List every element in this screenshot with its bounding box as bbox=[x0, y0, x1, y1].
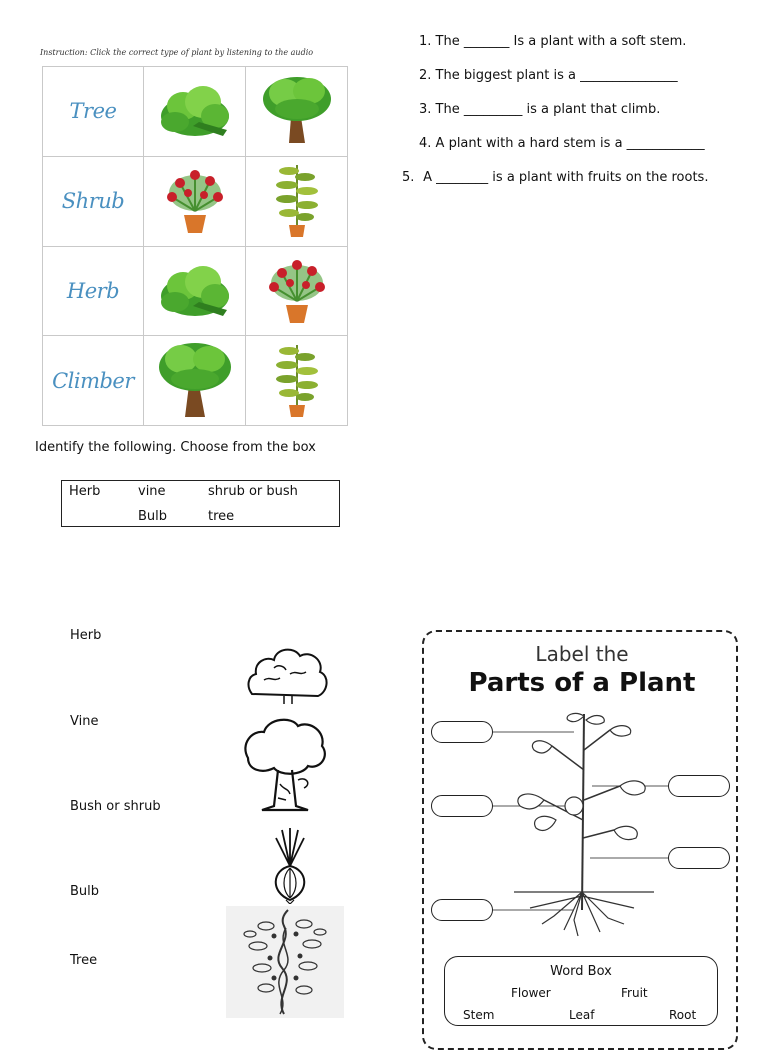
tree-icon bbox=[255, 73, 339, 145]
plant-list-item: Bush or shrub bbox=[70, 799, 161, 814]
lettuce-icon bbox=[153, 76, 237, 142]
word-box bbox=[444, 956, 718, 1026]
bulb-onion-icon bbox=[268, 826, 312, 904]
tree-picture-cell[interactable] bbox=[144, 336, 246, 426]
question-item: 3. The _________ is a plant that climb. bbox=[419, 102, 661, 117]
tree-icon bbox=[153, 339, 237, 419]
word-box-word: Fruit bbox=[621, 986, 648, 1000]
tree-picture-cell[interactable] bbox=[246, 67, 348, 157]
word-choice: vine bbox=[138, 484, 166, 499]
vine-picture-frame bbox=[226, 906, 344, 1018]
table-row bbox=[43, 67, 348, 157]
word-choice: Herb bbox=[69, 484, 101, 499]
word-box-title: Word Box bbox=[550, 964, 612, 979]
word-cell: Shrub bbox=[43, 156, 144, 246]
word-box-word: Leaf bbox=[569, 1008, 595, 1022]
vine-outline-icon bbox=[226, 906, 344, 1018]
word-choice-box bbox=[61, 480, 340, 527]
word-cell: Herb bbox=[43, 246, 144, 336]
label-the-heading: Label the bbox=[535, 642, 629, 666]
rose-bush-picture-cell[interactable] bbox=[246, 246, 348, 336]
tree-outline-icon bbox=[240, 714, 330, 814]
question-item: 2. The biggest plant is a _______________ bbox=[419, 68, 678, 83]
parts-of-plant-title: Parts of a Plant bbox=[468, 668, 696, 698]
word-cell: Climber bbox=[43, 336, 144, 426]
table-row bbox=[43, 246, 348, 336]
bush-outline-icon bbox=[244, 640, 330, 706]
word-box-word: Stem bbox=[463, 1008, 495, 1022]
climber-picture-cell[interactable] bbox=[246, 156, 348, 246]
question-item: 5. A ________ is a plant with fruits on the roots. bbox=[402, 170, 709, 185]
label-blank-pill[interactable] bbox=[668, 775, 730, 797]
plant-list-item: Bulb bbox=[70, 884, 100, 899]
word-box-word: Root bbox=[669, 1008, 697, 1022]
label-blank-pill[interactable] bbox=[431, 795, 493, 817]
rose-bush-icon bbox=[160, 163, 230, 235]
lettuce-picture-cell[interactable] bbox=[144, 246, 246, 336]
lettuce-picture-cell[interactable] bbox=[144, 67, 246, 157]
identify-instruction: Identify the following. Choose from the box bbox=[35, 440, 316, 455]
label-blank-pill[interactable] bbox=[431, 721, 493, 743]
word-box-word: Flower bbox=[511, 986, 551, 1000]
table-row bbox=[43, 156, 348, 246]
fill-in-questions bbox=[402, 33, 749, 203]
label-blank-pill[interactable] bbox=[431, 899, 493, 921]
word-cell: Tree bbox=[43, 67, 144, 157]
rose-bush-icon bbox=[262, 253, 332, 325]
matching-instruction: Instruction: Click the correct type of plant by listening to the audio bbox=[40, 48, 314, 57]
rose-bush-picture-cell[interactable] bbox=[144, 156, 246, 246]
matching-section bbox=[38, 40, 348, 428]
question-item: 4. A plant with a hard stem is a ____________ bbox=[419, 136, 705, 151]
question-item: 1. The _______ Is a plant with a soft stem. bbox=[419, 34, 687, 49]
label-blank-pill[interactable] bbox=[668, 847, 730, 869]
matching-table bbox=[42, 66, 348, 426]
word-choice: tree bbox=[208, 509, 235, 524]
word-choice: Bulb bbox=[138, 509, 168, 524]
word-choice: shrub or bush bbox=[208, 484, 298, 499]
parts-of-plant-card bbox=[422, 630, 738, 1050]
climber-picture-cell[interactable] bbox=[246, 336, 348, 426]
climber-plant-icon bbox=[267, 159, 327, 239]
plant-list-item: Tree bbox=[70, 953, 98, 968]
plant-list-item: Herb bbox=[70, 628, 102, 643]
climber-plant-icon bbox=[267, 339, 327, 419]
lettuce-icon bbox=[153, 256, 237, 322]
plant-list-item: Vine bbox=[70, 714, 99, 729]
table-row bbox=[43, 336, 348, 426]
